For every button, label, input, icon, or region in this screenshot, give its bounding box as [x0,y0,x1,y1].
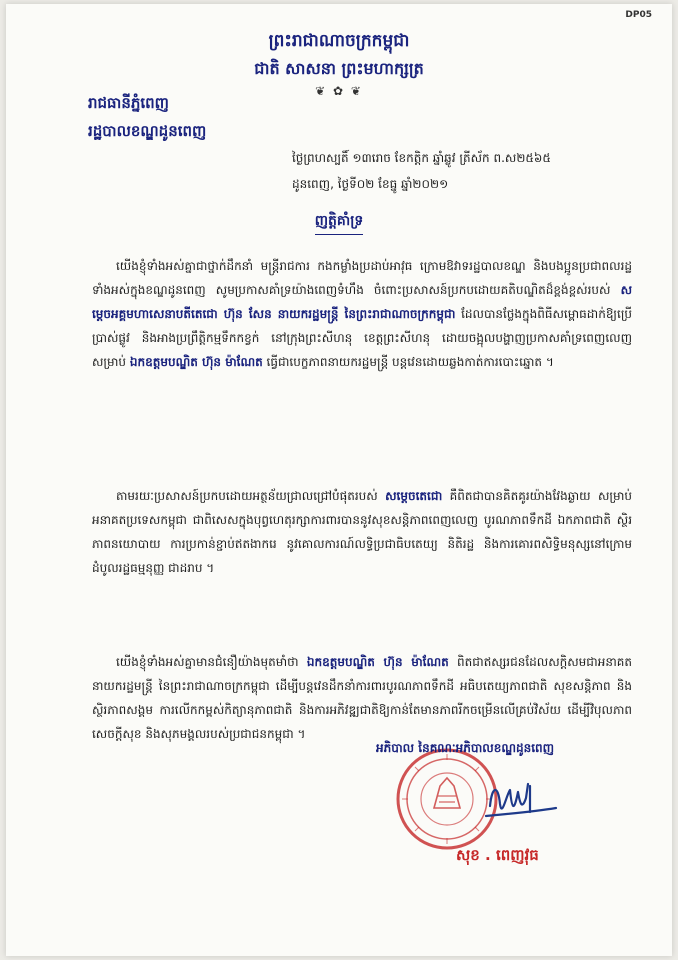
handwritten-signature-icon [482,776,562,826]
paragraph-3-text-a: យើងខ្ញុំទាំងអស់គ្នាមានជំនឿយ៉ាងមុតមាំថា [116,655,307,669]
title-block [0,210,678,235]
kingdom-heading: ព្រះរាជាណាចក្រកម្ពុជា [268,31,410,51]
paragraph-1-text-c: ធ្វើជាបេក្ខភាពនាយករដ្ឋមន្ត្រី បន្តវេនដោយឆ្លងកាត់ការបោះឆ្នោត ។ [262,355,554,369]
paragraph-1-text-a: យើងខ្ញុំទាំងអស់គ្នាជាថ្នាក់ដឹកនាំ មន្ត្រីរាជការ កងកម្លាំងប្រដាប់អាវុធ ក្រោមឱវាទរដ្ឋបាលខណ្ឌ និងបងប្អូនប្រជាពលរដ្ឋទាំងអស់ក្នុងខណ្ឌដូនពេញ សូមប្រកាសគាំទ្រយ៉ាងពេញទំហឹង ចំពោះប្រសាសន៍ប្រកបដោយគតិបណ្ឌិតដ៏ខ្ពង់ខ្ពស់របស់ [92,259,632,297]
paragraph-2-text-b: គឺពិតជាបានគិតគូរយ៉ាងវែងឆ្ងាយ សម្រាប់អនាគតប្រទេសកម្ពុជា ជាពិសេសក្នុងបុព្វហេតុរក្សាការពារបាននូវសុខសន្តិភាពពេញលេញ បូរណភាពទឹកដី ឯកភាពជាតិ ស្ថិរភាពនយោបាយ ការប្រកាន់ខ្ជាប់ឥតងាករេ នូវគោលការណ៍លទ្ធិប្រជាធិបតេយ្យ និតិរដ្ឋ និងការគោរពសិទ្ធិមនុស្សនៅក្រោមដំបូលរដ្ឋធម្មនុញ្ញ ជាដរាប ។ [92,489,632,575]
agency-district: រដ្ឋបាលខណ្ឌដូនពេញ [88,122,207,140]
paragraph-1 [92,254,632,374]
paragraph-3-text-b: ពិតជាឥស្សរជនដែលសក្តិសមជាអនាគតនាយករដ្ឋមន្ត្រី នៃព្រះរាជាណាចក្រកម្ពុជា ដើម្បីបន្តវេនដឹកនាំការពារបូរណភាពទឹកដី អធិបតេយ្យភាពជាតិ សុខសន្តិភាព និងស្ថិរភាពសង្គម ការលើកកម្ពស់កិត្យានុភាពជាតិ និងការអភិវឌ្ឍជាតិឱ្យកាន់តែមានភាពរីកចម្រើនលើគ្រប់វិស័យ ដើម្បីវិបុលភាព សេចក្តីសុខ និងសុភមង្គលរបស់ប្រជាជនកម្ពុជា ។ [92,655,632,741]
document-page [6,4,672,956]
solar-date: ដូនពេញ, ថ្ងៃទី០២ ខែធ្នូ ឆ្នាំ២០២១ [292,177,449,191]
agency-capital: រាជធានីភ្នំពេញ [88,94,169,112]
paragraph-1-text-b: ដែលបានថ្លែងក្នុងពិធីសម្ពោធដាក់ឱ្យប្រើប្រាស់ផ្លូវ និងអាងប្រព្រឹត្តិកម្មទឹកកខ្វក់ នៅក្រុងព្រះសីហនុ ខេត្តព្រះសីហនុ ដោយចង្អុលបង្ហាញប្រកាសគាំទ្រពេញលេញសម្រាប់ [92,307,633,369]
paragraph-2 [92,484,632,580]
paragraph-1-highlight-b: ឯកឧត្តមបណ្ឌិត ហ៊ុន ម៉ាណែត [129,355,263,369]
lunar-date: ថ្ងៃព្រហស្បតិ៍ ១៣រោច ខែកត្តិក ឆ្នាំឆ្លូវ ត្រីស័ក ព.ស២៥៦៥ [292,151,551,165]
national-motto: ជាតិ សាសនា ព្រះមហាក្សត្រ [254,59,424,78]
document-title: ញត្តិគាំទ្រ [315,211,364,235]
paragraph-2-text-a: តាមរយៈប្រសាសន៍ប្រកបដោយអត្ថន័យជ្រាលជ្រៅបំផុតរបស់ [116,489,386,503]
paragraph-3 [92,650,632,746]
signatory-name: សុខ . ពេញវុធ [456,846,539,864]
paragraph-1-highlight-a: សម្តេចអគ្គមហាសេនាបតីតេជោ ហ៊ុន សែន នាយករដ្ឋមន្ត្រី នៃព្រះរាជាណាចក្រកម្ពុជា [92,283,632,321]
paragraph-3-highlight-a: ឯកឧត្តមបណ្ឌិត ហ៊ុន ម៉ាណែត [306,655,449,669]
ornament-divider: ❦ ✿ ❦ [315,84,363,98]
document-code: DP05 [625,10,652,20]
signatory-title: អភិបាល នៃគណៈអភិបាលខណ្ឌដូនពេញ [376,741,555,755]
paragraph-2-highlight-a: សម្តេចតេជោ [385,489,443,503]
